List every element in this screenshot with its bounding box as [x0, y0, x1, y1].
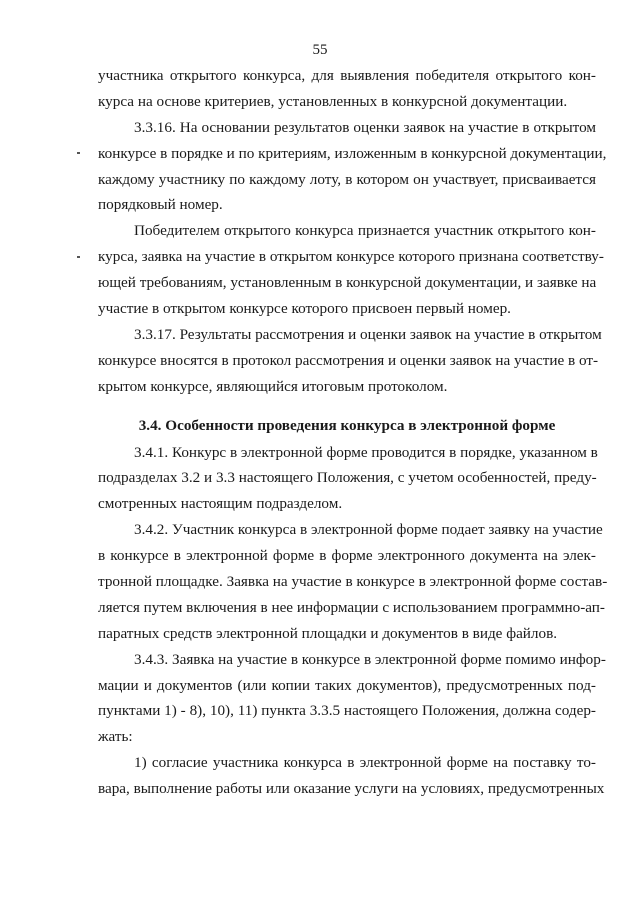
text-line: курса на основе критериев, установленных в конкурсной документации. — [98, 92, 568, 110]
text-line: 3.4.3. Заявка на участие в конкурсе в электронной форме помимо инфор- — [134, 650, 606, 668]
text-line: конкурсе в порядке и по критериям, изложенным в конкурсной документации, — [98, 144, 607, 162]
text-line: курса, заявка на участие в открытом конкурсе которого признана соответству- — [98, 248, 604, 266]
text-line: в конкурсе в электронной форме в форме электронного документа на элек- — [98, 547, 596, 565]
text-line: 3.3.17. Результаты рассмотрения и оценки заявок на участие в открытом — [134, 325, 602, 343]
text-line: вара, выполнение работы или оказание услуги на условиях, предусмотренных — [98, 780, 605, 798]
document-body — [98, 63, 608, 802]
text-line: участие в открытом конкурсе которого присвоен первый номер. — [98, 300, 511, 318]
text-line: жать: — [98, 728, 133, 746]
text-line: подразделах 3.2 и 3.3 настоящего Положения, с учетом особенностей, преду- — [98, 469, 597, 487]
text-line: конкурсе вносятся в протокол рассмотрения и оценки заявок на участие в от- — [98, 351, 599, 369]
text-line: крытом конкурсе, являющийся итоговым протоколом. — [98, 377, 448, 395]
text-line: мации и документов (или копии таких документов), предусмотренных под- — [98, 676, 596, 694]
scan-mark-1 — [77, 152, 80, 154]
scan-mark-2 — [77, 256, 80, 258]
text-line: Победителем открытого конкурса признается участник открытого кон- — [134, 222, 596, 240]
section-heading: 3.4. Особенности проведения конкурса в электронной форме — [138, 416, 556, 434]
text-line: смотренных настоящим подразделом. — [98, 495, 343, 513]
text-line: участника открытого конкурса, для выявления победителя открытого кон- — [98, 67, 596, 84]
text-line: 3.4.1. Конкурс в электронной форме проводится в порядке, указанном в — [134, 443, 598, 461]
text-line: тронной площадке. Заявка на участие в конкурсе в электронной форме состав- — [98, 573, 608, 591]
text-line: ляется путем включения в нее информации с использованием программно-ап- — [98, 598, 605, 616]
text-line: 3.4.2. Участник конкурса в электронной форме подает заявку на участие — [134, 521, 603, 539]
text-line: ющей требованиям, установленным в конкурсной документации, и заявке на — [98, 274, 597, 292]
text-line: 1) согласие участника конкурса в электронной форме на поставку то- — [134, 754, 596, 772]
text-line: порядковый номер. — [98, 196, 223, 214]
page-number: 55 — [312, 42, 328, 58]
text-line: пунктами 1) - 8), 10), 11) пункта 3.3.5 настоящего Положения, должна содер- — [98, 702, 596, 720]
text-line: паратных средств электронной площадки и документов в виде файлов. — [98, 624, 558, 642]
text-line: каждому участнику по каждому лоту, в котором он участвует, присваивается — [98, 170, 596, 188]
text-line: 3.3.16. На основании результатов оценки заявок на участие в открытом — [134, 118, 596, 136]
